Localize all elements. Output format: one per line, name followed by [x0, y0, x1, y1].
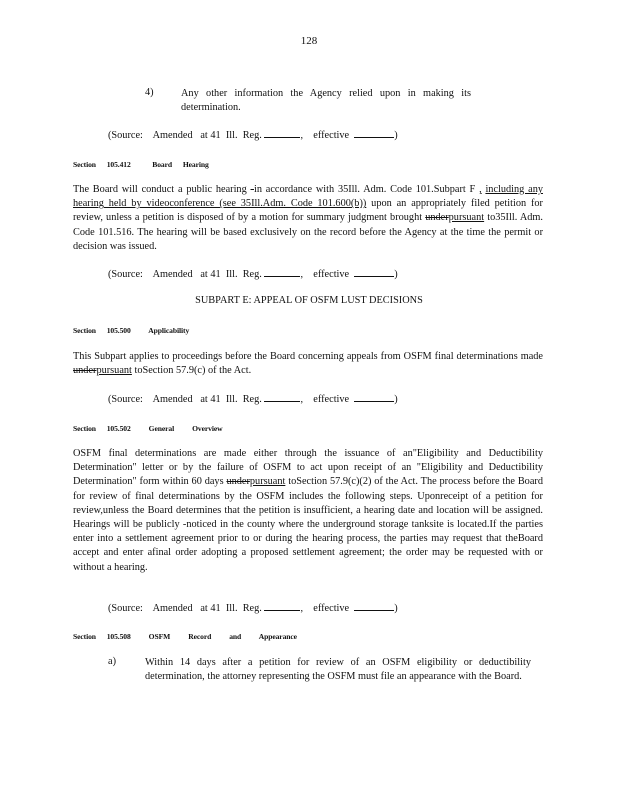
inserted-text: , [479, 184, 482, 195]
source-note [108, 601, 398, 614]
section-105-412-text [73, 183, 543, 254]
reg-page-blank [264, 267, 300, 277]
item-a-number: a) [108, 656, 116, 667]
source-suffix: ) [394, 603, 398, 614]
struck-text: under [425, 212, 449, 224]
section-heading-105-508: Section 105.508 OSFM Record and Appearance [73, 632, 297, 641]
inserted-text: pursuant [249, 476, 286, 488]
subpart-e-title: SUBPART E: APPEAL OF OSFM LUST DECISIONS [195, 295, 423, 306]
source-mid: , effective [300, 394, 350, 405]
item-4-line2: determination. [181, 102, 241, 114]
struck-text: under [226, 476, 250, 488]
inserted-text: including any hearing held by videoconference (see 35Ill.Adm. Code 101.600(b)) [73, 184, 543, 210]
source-suffix: ) [394, 269, 398, 280]
source-suffix: ) [394, 130, 398, 141]
section-heading-105-412: Section 105.412 Board Hearing [73, 160, 209, 169]
item-4-number: 4) [145, 87, 154, 98]
source-prefix: (Source: Amended at 41 Ill. Reg. [108, 269, 262, 280]
source-mid: , effective [300, 130, 350, 141]
source-prefix: (Source: Amended at 41 Ill. Reg. [108, 130, 262, 141]
text-run: The Board will conduct a public hearing [73, 184, 251, 195]
source-suffix: ) [394, 394, 398, 405]
source-mid: , effective [300, 603, 350, 614]
source-prefix: (Source: Amended at 41 Ill. Reg. [108, 394, 262, 405]
page-number: 128 [300, 35, 318, 47]
source-note [108, 128, 398, 141]
reg-page-blank [264, 392, 300, 402]
inserted-text: pursuant [448, 212, 485, 224]
text-run: upon an appropriately filed petition for review, unless a petition is disposed of by a motion for summary judgment brought [73, 198, 543, 224]
source-note [108, 392, 398, 405]
reg-page-blank [264, 601, 300, 611]
item-4-line1: Any other information the Agency relied upon in making its [181, 88, 471, 99]
text-run: This Subpart applies to proceedings before the Board concerning appeals from OSFM final determinations made [73, 351, 543, 362]
section-heading-105-502: Section 105.502 General Overview [73, 424, 223, 433]
text-run: toSection 57.9(c)(2) of the Act. The process before the Board for review of final determinations by the OSFM includes the following steps. Uponreceipt of a petition for review,unless the Board determines that the petition is insufficient, a hearing date and location will be assigned. Hearings will be publicly -noticed in the county where the underground storage tanksite is located.If the parties enter into a settlement agreement prior to or during the hearing process, the parties may request that theBoard accept and enter afinal order adopting a proposed settlement agreement; the order may be requested with or without a hearing. [73, 476, 543, 573]
source-note [108, 267, 398, 280]
effective-date-blank [354, 128, 394, 138]
section-105-500-text [73, 350, 543, 378]
effective-date-blank [354, 601, 394, 611]
struck-text: under [73, 365, 97, 377]
section-heading-105-500: Section 105.500 Applicability [73, 326, 190, 335]
reg-page-blank [264, 128, 300, 138]
item-4-text [181, 87, 471, 115]
text-run: to35Ill. Adm. Code 101.516. The hearing will be based exclusively on the record before the Agency at the time the permit or decision was issued. [73, 212, 544, 252]
struck-text: - [250, 184, 254, 195]
effective-date-blank [354, 267, 394, 277]
inserted-text: pursuant [96, 365, 132, 377]
item-a-text: Within 14 days after a petition for review of an OSFM eligibility or deductibility determination, the attorney representing the OSFM must file an appearance with the Board. [145, 657, 531, 683]
effective-date-blank [354, 392, 394, 402]
text-run: OSFM final determinations are made either through the issuance of an"Eligibility and Deductibility Determination" letter or by the failure of OSFM to act upon receipt of an "Eligibility and Deductibility Determination" form within 60 days [73, 448, 543, 488]
source-prefix: (Source: Amended at 41 Ill. Reg. [108, 603, 262, 614]
text-run: toSection 57.9(c) of the Act. [131, 365, 252, 377]
section-105-502-text [73, 447, 543, 575]
text-run: in accordance with 35Ill. Adm. Code 101.Subpart F [253, 184, 476, 195]
source-mid: , effective [300, 269, 350, 280]
